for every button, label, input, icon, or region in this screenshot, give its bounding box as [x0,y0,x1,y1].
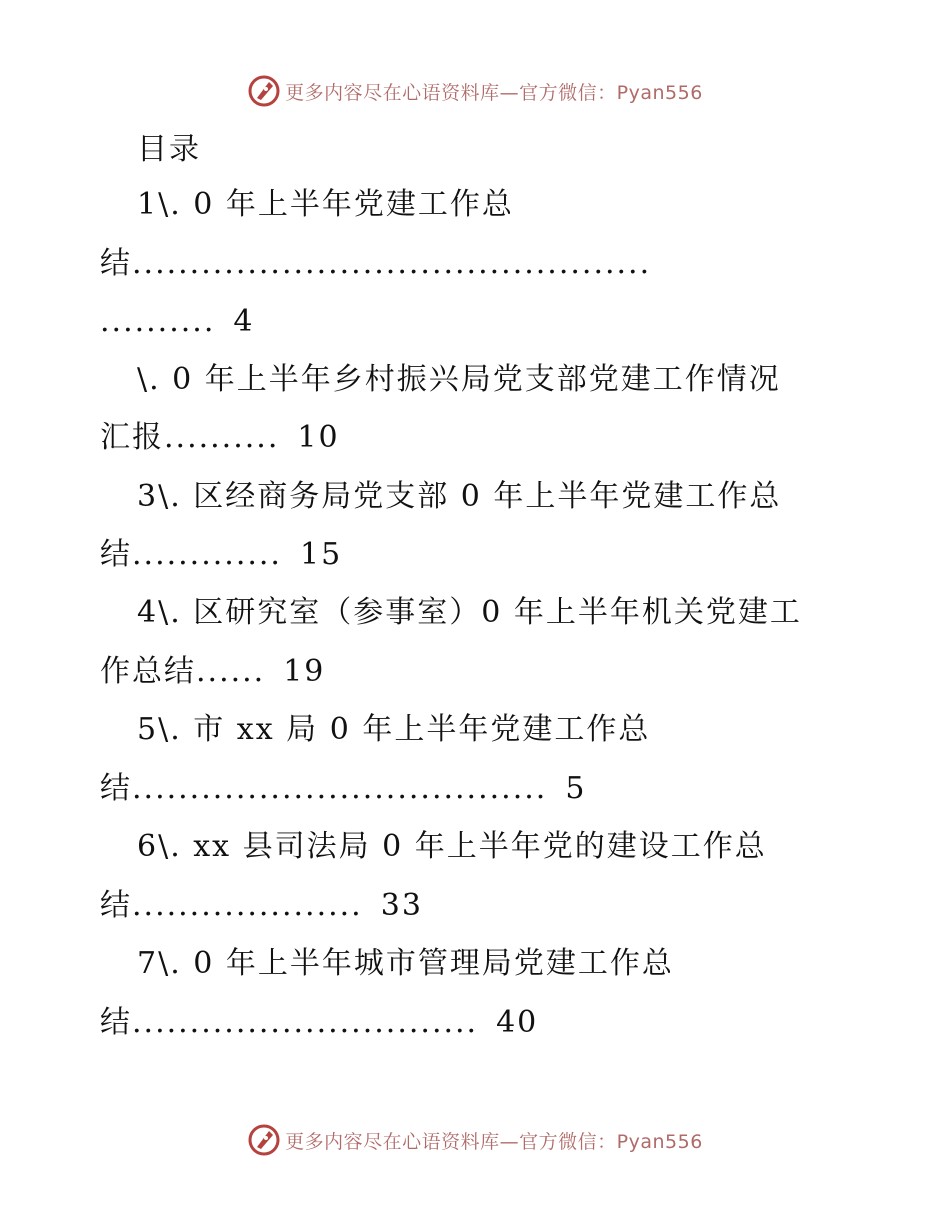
toc-entry-2-leader: 汇报.......... [100,420,280,455]
toc-entry-1-leader-cont: .......... [100,304,216,339]
toc-entry-4-tail [100,650,325,694]
toc-entry-3-tail [100,533,342,577]
pen-nib-logo-icon [247,1123,281,1157]
toc-entry-6-head: 6\. xx 县司法局 0 年上半年党的建设工作总 [137,829,767,864]
banner-text: 更多内容尽在心语资料库—官方微信：Pyan556 [285,81,703,104]
toc-entry-7-tail [100,1001,538,1045]
toc-entry-4-head: 4\. 区研究室（参事室）0 年上半年机关党建工 [137,595,802,630]
toc-entry-5-leader: 结.................................... [100,771,548,806]
toc-entry-1-page: 4 [233,304,255,339]
toc-entry-4-leader: 作总结...... [100,654,266,689]
toc-entry-1-tail [100,300,254,344]
toc-entry-6-page: 33 [380,888,423,923]
toc-entry-5-page: 5 [565,771,587,806]
banner-text: 更多内容尽在心语资料库—官方微信：Pyan556 [285,1130,703,1153]
toc-entry-7-leader: 结.............................. [100,1005,479,1040]
toc-entry-2-page: 10 [297,420,340,455]
toc-title: 目录 [137,132,201,167]
toc-entry-6-leader: 结.................... [100,888,363,923]
toc-entry-1-leader: 结............................................. [100,246,652,281]
toc-entry-3-head: 3\. 区经商务局党支部 0 年上半年党建工作总 [137,479,782,514]
header-banner [0,71,950,111]
toc-entry-7-page: 40 [496,1005,539,1040]
toc-entry-1-head: 1\. 0 年上半年党建工作总 [137,187,514,222]
footer-banner [0,1120,950,1160]
toc-entry-3-page: 15 [299,537,343,572]
toc-entry-5-tail [100,767,586,811]
toc-entry-2-tail [100,416,340,460]
toc-entry-7-head: 7\. 0 年上半年城市管理局党建工作总 [137,946,674,981]
toc-entry-2-head: \. 0 年上半年乡村振兴局党支部党建工作情况 [137,362,781,397]
toc-entry-3-leader: 结............. [100,537,282,572]
toc-entry-4-page: 19 [283,654,326,689]
toc-entry-6-tail [100,884,423,928]
pen-nib-logo-icon [247,74,281,108]
toc-entry-5-head: 5\. 市 xx 局 0 年上半年党建工作总 [137,712,651,747]
